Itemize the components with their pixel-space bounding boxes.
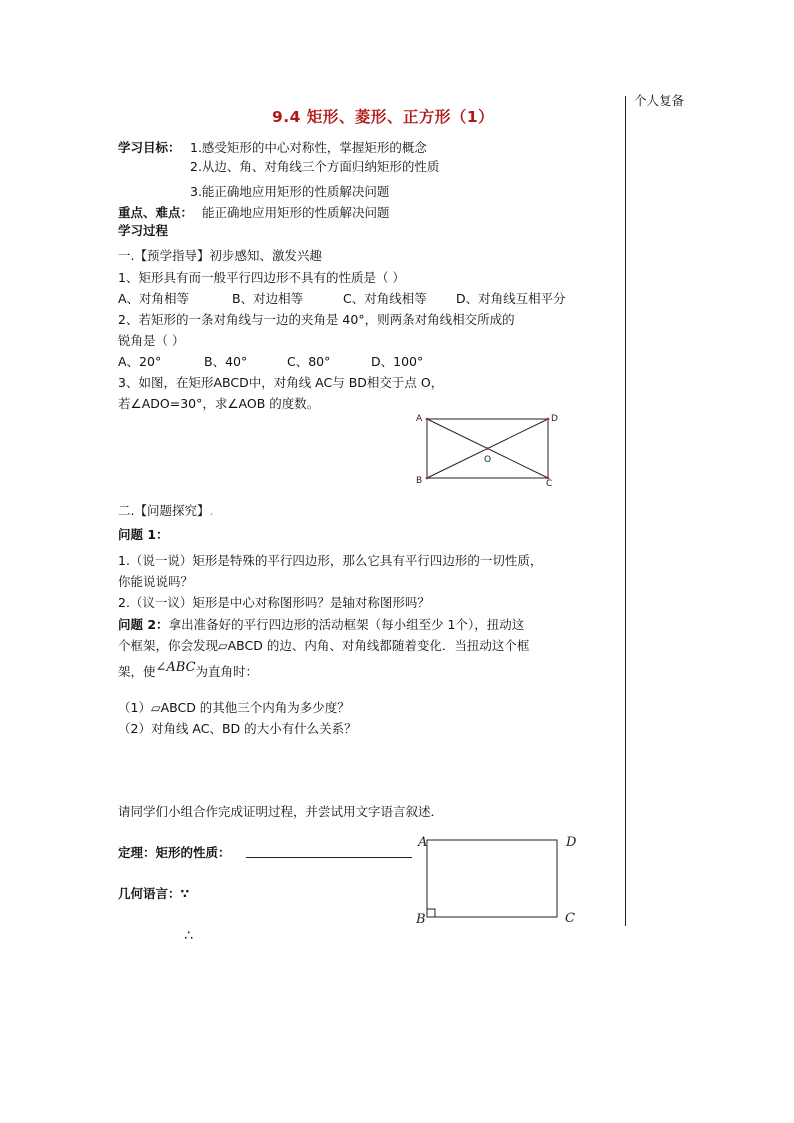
q1-option-c: C、对角线相等 (343, 291, 427, 306)
section2-heading (118, 503, 213, 518)
section2-heading-dot: . (209, 503, 214, 518)
section2-heading-text: 二.【问题探究】 (118, 503, 210, 518)
question-2-line1: 2、若矩形的一条对角线与一边的夹角是 40°，则两条对角线相交所成的 (118, 312, 515, 327)
q2-option-a: A、20° (118, 354, 162, 369)
problem1-line1: 1.（说一说）矩形是特殊的平行四边形，那么它具有平行四边形的一切性质， (118, 553, 543, 568)
question-3-line2: 若∠ADO=30°，求∠AOB 的度数。 (118, 396, 320, 411)
label-c: C (546, 479, 553, 489)
q1-option-b: B、对边相等 (232, 291, 304, 306)
problem2-label: 问题 2： (118, 617, 169, 632)
label2-a: A (418, 835, 428, 850)
problem1-label: 问题 1： (118, 527, 169, 542)
side-label: 个人复备 (634, 93, 685, 108)
q1-option-d: D、对角线互相平分 (456, 291, 566, 306)
section1-heading: 一.【预学指导】初步感知、激发兴趣 (118, 248, 322, 263)
label2-c: C (565, 911, 575, 926)
objective-item-1: 1.感受矩形的中心对称性，掌握矩形的概念 (190, 140, 427, 155)
label-o: O (484, 455, 492, 465)
q2-option-c: C、80° (287, 354, 331, 369)
question-1: 1、矩形具有而一般平行四边形不具有的性质是（ ） (118, 270, 405, 285)
sub-question-2: （2）对角线 AC、BD 的大小有什么关系？ (118, 721, 357, 736)
sub-question-1: （1）▱ABCD 的其他三个内角为多少度？ (118, 700, 350, 715)
problem1-line2: 你能说说吗？ (118, 574, 194, 589)
problem2-line3 (118, 660, 259, 681)
page-title: 9.4 矩形、菱形、正方形（1） (272, 108, 495, 126)
problem2-line2: 个框架，你会发现▱ABCD 的边、内角、对角线都随着变化．当扭动这个框 (118, 638, 530, 653)
q2-option-b: B、40° (204, 354, 248, 369)
q1-option-a: A、对角相等 (118, 291, 190, 306)
therefore-symbol: ∴ (184, 928, 193, 944)
theorem-label: 定理：矩形的性质： (118, 845, 231, 860)
rectangle-right-angle-figure (410, 830, 585, 930)
center-o-dot (486, 447, 489, 450)
problem1-line3: 2.（议一议）矩形是中心对称图形吗？是轴对称图形吗？ (118, 595, 430, 610)
vertex-b-dot (426, 477, 429, 480)
problem2-line3-post: 为直角时： (195, 664, 259, 679)
geometry-language-label: 几何语言：∵ (118, 886, 190, 901)
objective-item-3: 3.能正确地应用矩形的性质解决问题 (190, 184, 390, 199)
vertex-a-dot (426, 418, 429, 421)
vertex-d-dot (547, 418, 550, 421)
q2-option-d: D、100° (371, 354, 424, 369)
question-3-line1: 3、如图，在矩形ABCD中，对角线 AC与 BD相交于点 O， (118, 375, 444, 390)
rectangle-abcd-figure (410, 410, 560, 495)
angle-abc: ∠ABC (155, 660, 196, 675)
process-heading: 学习过程 (118, 223, 169, 238)
cooperate-instruction: 请同学们小组合作完成证明过程，并尝试用文字语言叙述． (118, 804, 444, 819)
problem2-line1 (118, 617, 524, 632)
label-d: D (551, 414, 558, 424)
margin-divider-line (625, 96, 626, 926)
label2-d: D (566, 835, 577, 850)
key-points-text: 能正确地应用矩形的性质解决问题 (202, 205, 390, 220)
objectives-label: 学习目标： (118, 140, 181, 155)
key-points-label: 重点、难点： (118, 205, 194, 220)
rectangle2-outline (427, 840, 557, 917)
problem2-line1-text: 拿出准备好的平行四边形的活动框架（每小组至少 1个），扭动这 (168, 617, 525, 632)
label-b: B (416, 476, 423, 486)
label2-b: B (416, 912, 426, 927)
label-a: A (416, 414, 423, 424)
question-2-line2: 锐角是（ ） (118, 333, 185, 348)
theorem-answer-line (246, 857, 412, 858)
right-angle-marker (427, 909, 435, 917)
objective-item-2: 2.从边、角、对角线三个方面归纳矩形的性质 (190, 159, 440, 174)
problem2-line3-pre: 架，使 (118, 664, 156, 679)
